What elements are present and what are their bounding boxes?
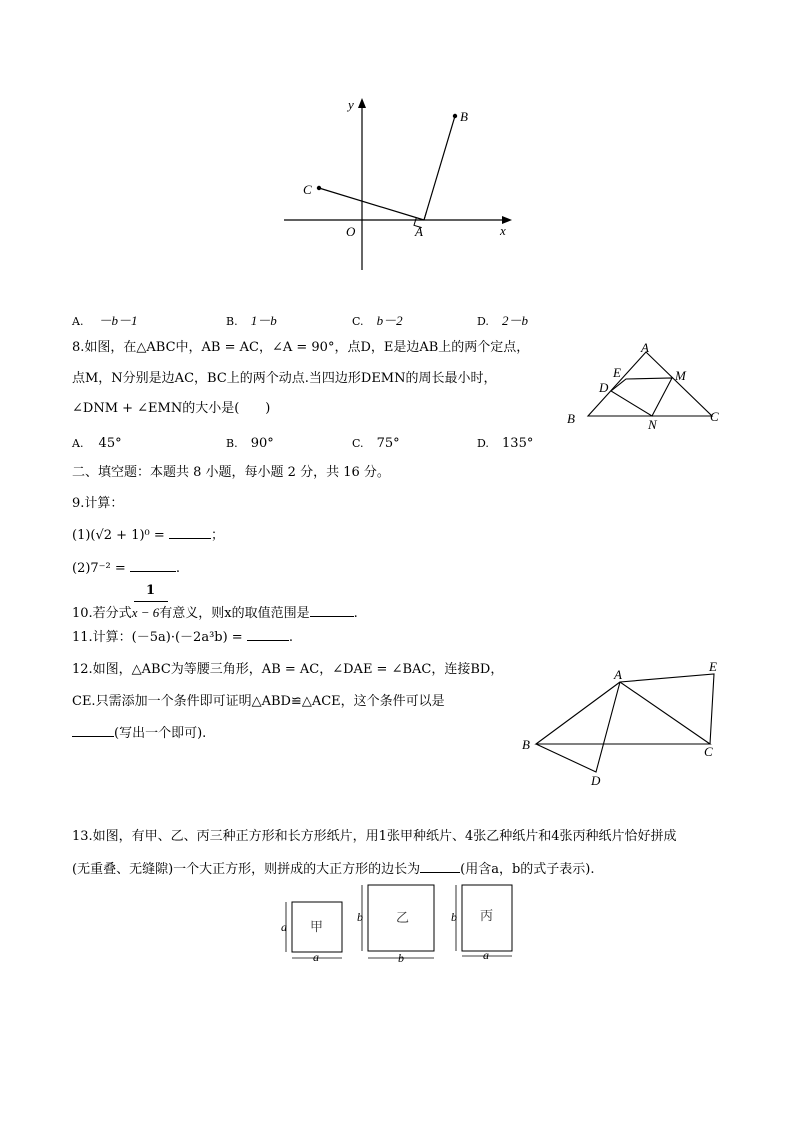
q8-option-a[interactable]: [72, 432, 122, 451]
option-letter: A.: [72, 437, 84, 450]
q10-denominator: x − 6: [131, 605, 160, 620]
label-B: B: [567, 411, 575, 426]
q11-text: 11.计算：(－5a)·(－2a³b) =: [72, 630, 247, 645]
answer-blank[interactable]: [420, 860, 460, 873]
q12-line-1: 12.如图，△ABC为等腰三角形，AB = AC，∠DAE = ∠BAC，连接BD，: [72, 662, 504, 677]
q8-option-d[interactable]: [477, 432, 533, 451]
q13-line-2: [72, 860, 595, 879]
card-yi-side: b: [357, 910, 363, 924]
segments-AE-CE: [620, 674, 714, 744]
label-D: D: [591, 773, 601, 788]
option-value: 45°: [98, 436, 122, 451]
q9-part-2: [72, 559, 180, 578]
q9-part-2-end: .: [175, 561, 181, 576]
triangle-ABC: [536, 682, 710, 744]
q7-option-b[interactable]: [226, 310, 277, 329]
option-letter: D.: [477, 437, 489, 450]
q12-line-2: CE.只需添加一个条件即可证明△ABD≌△ACE，这个条件可以是: [72, 694, 445, 709]
q10-line: [72, 604, 358, 623]
label-C: C: [303, 182, 312, 197]
card-bing-side: b: [451, 910, 457, 924]
q10-numerator: 1: [146, 583, 156, 598]
q8-option-c[interactable]: [352, 432, 400, 451]
card-bing-name: 丙: [480, 908, 494, 923]
right-angle-mark-2: [424, 212, 426, 220]
card-yi-bottom: b: [398, 951, 404, 965]
q9-part-2-prefix: (2)7⁻² =: [72, 561, 130, 576]
q9-part-1-expr: √2 + 1)⁰ =: [95, 528, 169, 543]
point-C: [317, 186, 321, 190]
cards-figure: [278, 880, 520, 966]
segment-AB: [424, 116, 455, 220]
answer-blank[interactable]: [130, 559, 176, 572]
q8-line-2: 点M，N分别是边AC，BC上的两个动点.当四边形DEMN的周长最小时，: [72, 371, 497, 386]
label-C: C: [704, 744, 713, 759]
point-B: [453, 114, 457, 118]
q13-line-2-b: (用含a，b的式子表示).: [460, 862, 595, 877]
quadrilateral-DEMN: [611, 378, 672, 416]
q9-part-1: [72, 526, 224, 545]
segment-AC: [319, 188, 424, 220]
card-jia-side: a: [281, 920, 287, 934]
segments-BD-AD: [536, 682, 620, 772]
q7-option-c[interactable]: [352, 310, 403, 329]
q10-end: .: [353, 606, 358, 621]
label-y: y: [348, 97, 354, 112]
q8-line-3: ∠DNM + ∠EMN的大小是( ): [72, 401, 271, 416]
option-letter: A.: [72, 315, 84, 328]
q13-line-2-a: (无重叠、无缝隙)一个大正方形，则拼成的大正方形的边长为: [72, 862, 421, 877]
label-E: E: [613, 365, 621, 380]
label-B: B: [522, 737, 530, 752]
q7-option-d[interactable]: [477, 310, 528, 329]
fraction-bar: [134, 601, 168, 602]
answer-blank[interactable]: [169, 526, 211, 539]
option-letter: B.: [226, 437, 238, 450]
option-letter: B.: [226, 315, 238, 328]
option-letter: C.: [352, 437, 364, 450]
q8-line-1: 8.如图，在△ABC中，AB = AC，∠A = 90°，点D，E是边AB上的两个定点，: [72, 340, 530, 355]
label-M: M: [675, 368, 686, 383]
option-value: 90°: [250, 436, 274, 451]
q10-suffix: 有意义，则x的取值范围是: [159, 606, 310, 621]
label-N: N: [648, 417, 657, 432]
q11-end: .: [288, 630, 293, 645]
label-E: E: [709, 659, 717, 674]
card-jia-name: 甲: [310, 919, 324, 934]
y-axis-arrow: [358, 98, 366, 108]
option-value: b－2: [376, 313, 403, 328]
card-jia-bottom: a: [313, 950, 319, 964]
option-value: 1－b: [250, 313, 277, 328]
label-A: A: [415, 224, 423, 239]
option-letter: D.: [477, 315, 489, 328]
label-O: O: [346, 224, 356, 239]
q9-title: 9.计算：: [72, 496, 124, 511]
answer-blank[interactable]: [310, 604, 354, 617]
label-A: A: [641, 340, 649, 355]
triangle-figure-q12: [518, 656, 728, 792]
label-x: x: [500, 223, 506, 238]
q13-line-1: 13.如图，有甲、乙、丙三种正方形和长方形纸片，用1张甲种纸片、4张乙种纸片和4张丙种纸片恰好拼成: [72, 829, 677, 844]
card-yi-name: 乙: [396, 910, 410, 925]
q9-part-1-prefix: (1)(: [72, 528, 96, 543]
triangle-figure-q8: [562, 340, 732, 432]
q11-line: [72, 628, 293, 647]
section-heading: 二、填空题：本题共 8 小题，每小题 2 分，共 16 分。: [72, 465, 390, 480]
option-letter: C.: [352, 315, 364, 328]
answer-blank[interactable]: [72, 724, 114, 737]
card-bing-bottom: a: [483, 948, 489, 962]
option-value: －b－1: [98, 313, 138, 328]
label-C: C: [710, 409, 719, 424]
option-value: 135°: [502, 436, 534, 451]
label-A: A: [614, 667, 622, 682]
q8-option-b[interactable]: [226, 432, 274, 451]
label-B: B: [460, 109, 468, 124]
q12-line-3-text: (写出一个即可).: [114, 726, 207, 741]
q10-prefix: 10.若分式: [72, 606, 132, 621]
q9-part-1-end: ；: [210, 528, 224, 543]
label-D: D: [599, 380, 609, 395]
coordinate-figure: [280, 92, 520, 274]
q12-line-3: [72, 724, 206, 743]
option-value: 75°: [376, 436, 400, 451]
answer-blank[interactable]: [247, 628, 289, 641]
q7-option-a[interactable]: [72, 310, 138, 329]
option-value: 2－b: [502, 313, 529, 328]
